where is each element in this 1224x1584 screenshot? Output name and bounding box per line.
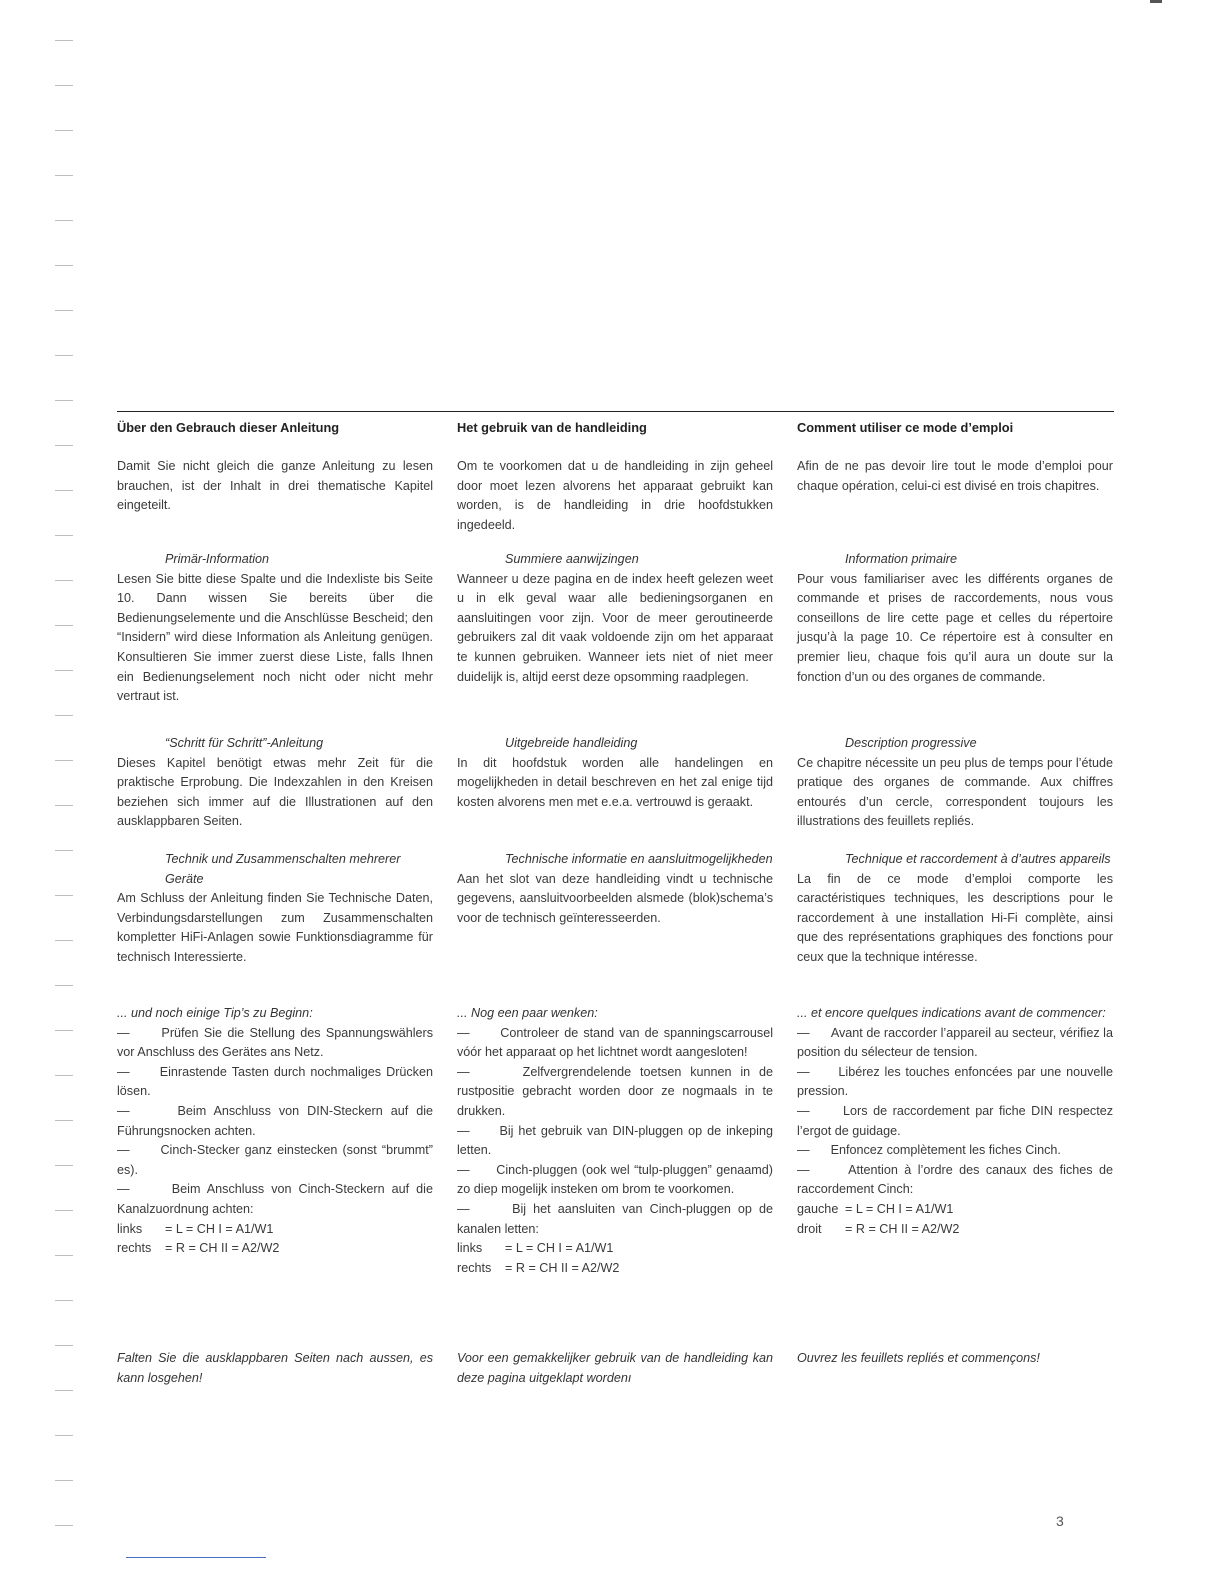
tips-title: ... et encore quelques indications avant de commencer: [797, 1006, 1106, 1020]
section-title: Description progressive [845, 736, 977, 750]
tip-item: — Lors de raccordement par fiche DIN respectez l’ergot de guidage. [797, 1103, 1113, 1138]
section-text: Dieses Kapitel benötigt etwas mehr Zeit für die praktische Erprobung. Die Indexzahlen in den Kreisen beziehen sich immer auf die Illustrationen auf den ausklappbaren Seiten. [117, 755, 433, 829]
page-number: 3 [1056, 1513, 1064, 1529]
margin-tick [55, 1075, 73, 1076]
tip-item: — Cinch-Stecker ganz einstecken (sonst “brummt” es). [117, 1143, 433, 1177]
tip-item: — Beim Anschluss von Cinch-Steckern auf die Kanalzuordnung achten: [117, 1182, 433, 1216]
section-title: “Schritt für Schritt”-Anleitung [165, 736, 324, 750]
section-step-by-step [457, 734, 773, 850]
margin-tick [55, 1435, 73, 1436]
tip-item: — Prüfen Sie die Stellung des Spannungswählers vor Anschluss des Gerätes ans Netz. [117, 1025, 433, 1060]
tip-text: Controleer de stand van de spanningscarrousel vóór het apparaat op het lichtnet wordt aangesloten! [457, 1025, 773, 1060]
section-tips [457, 1004, 773, 1349]
margin-tick [55, 580, 73, 581]
column-heading: Über den Gebrauch dieser Anleitung [117, 420, 340, 435]
margin-tick [55, 1390, 73, 1391]
closing-text: Voor een gemakkelijker gebruik van de handleiding kan deze pagina uitgeklapt wordenı [457, 1351, 773, 1385]
column-heading: Het gebruik van de handleiding [457, 420, 647, 435]
tip-text: Lors de raccordement par fiche DIN respectez l’ergot de guidage. [797, 1103, 1113, 1138]
margin-tick [55, 175, 73, 176]
tip-item: — Controleer de stand van de spanningscarrousel vóór het apparaat op het lichtnet wordt aangesloten! [457, 1025, 773, 1060]
tip-text: Bij het gebruik van DIN-pluggen op de inkeping letten. [457, 1123, 773, 1158]
channel-row [797, 1200, 1113, 1220]
tip-item: — Zelfvergrendelende toetsen kunnen in de rustpositie gebracht worden door ze nogmaals in te drukken. [457, 1064, 774, 1118]
channel-value: = R = CH II = A2/W2 [505, 1260, 620, 1275]
column-german [117, 418, 433, 1388]
margin-tick [55, 1165, 73, 1166]
section-technical [457, 850, 773, 1004]
punch-margin-ticks [55, 40, 75, 1570]
margin-tick [55, 1210, 73, 1211]
margin-tick [55, 985, 73, 986]
margin-tick [55, 715, 73, 716]
section-tips [797, 1004, 1113, 1349]
margin-tick [55, 625, 73, 626]
channel-value: = R = CH II = A2/W2 [165, 1241, 280, 1256]
margin-tick [55, 670, 73, 671]
section-title: Summiere aanwijzingen [505, 552, 639, 566]
tip-text: Cinch-Stecker ganz einstecken (sonst “brummt” es). [117, 1143, 433, 1177]
tip-text: Cinch-pluggen (ook wel “tulp-pluggen” genaamd) zo diep mogelijk insteken om brom te voorkomen. [457, 1162, 773, 1197]
margin-tick [55, 85, 73, 86]
section-title: Technique et raccordement à d’autres appareils [845, 852, 1111, 866]
channel-label: links [457, 1241, 483, 1256]
column-dutch [457, 418, 773, 1388]
tip-text: Einrastende Tasten durch nochmaliges Drücken lösen. [117, 1064, 433, 1099]
channel-row [457, 1259, 773, 1279]
closing-text: Falten Sie die ausklappbaren Seiten nach aussen, es kann losgehen! [117, 1351, 433, 1385]
section-text: In dit hoofdstuk worden alle handelingen en mogelijkheden in detail beschreven en het zal enige tijd kosten alvorens men met e.e.a. vertrouwd is geraakt. [457, 755, 773, 809]
channel-value: = L = CH I = A1/W1 [845, 1201, 954, 1216]
margin-tick [55, 1525, 73, 1526]
section-technical [117, 850, 433, 1004]
tip-text: Avant de raccorder l’appareil au secteur, vérifiez la position du sélecteur de tension. [797, 1025, 1113, 1060]
channel-value: = R = CH II = A2/W2 [845, 1221, 960, 1236]
intro-text: Afin de ne pas devoir lire tout le mode d’emploi pour chaque opération, celui-ci est divisé en trois chapitres. [797, 459, 1113, 493]
section-step-by-step [797, 734, 1113, 850]
corner-mark [1150, 0, 1162, 3]
margin-tick [55, 265, 73, 266]
margin-tick [55, 895, 73, 896]
section-title: Technik und Zusammenschalten mehrerer Geräte [165, 852, 401, 886]
section-step-by-step [117, 734, 433, 850]
tip-text: Enfoncez complètement les fiches Cinch. [830, 1143, 1061, 1158]
margin-tick [55, 40, 73, 41]
margin-tick [55, 805, 73, 806]
section-primary [457, 550, 773, 734]
section-title: Uitgebreide handleiding [505, 736, 638, 750]
tip-text: Libérez les touches enfoncées par une nouvelle pression. [797, 1064, 1113, 1099]
section-title: Primär-Information [165, 552, 270, 566]
channel-row [117, 1220, 433, 1240]
section-text: Lesen Sie bitte diese Spalte und die Indexliste bis Seite 10. Dann wissen Sie bereits über die Bedienungselemente und die Anschlüsse Bescheid; den “Insidern” wird diese Information als Anleitung genügen. Konsultieren Sie immer zuerst diese Liste, falls Ihnen ein Bedienungselement noch nicht oder nicht mehr vertraut ist. [117, 571, 433, 704]
tip-item: — Enfoncez complètement les fiches Cinch. [797, 1143, 1061, 1158]
margin-tick [55, 1030, 73, 1031]
section-text: La fin de ce mode d’emploi comporte les caractéristiques techniques, les descriptions pour le raccordement à une installation Hi-Fi complète, ainsi que des représentations graphiques des fonctions pour ceux que la technique intéresse. [797, 871, 1113, 964]
margin-tick [55, 490, 73, 491]
tip-item: — Cinch-pluggen (ook wel “tulp-pluggen” genaamd) zo diep mogelijk insteken om brom te voorkomen. [457, 1162, 773, 1197]
tips-title: ... Nog een paar wenken: [457, 1006, 598, 1020]
tips-title: ... und noch einige Tip’s zu Beginn: [117, 1006, 313, 1020]
column-heading: Comment utiliser ce mode d’emploi [797, 420, 1014, 435]
margin-tick [55, 1120, 73, 1121]
tip-item: — Attention à l’ordre des canaux des fiches de raccordement Cinch: [797, 1162, 1113, 1197]
margin-tick [55, 445, 73, 446]
section-top-rule [117, 411, 1114, 412]
channel-label: links [117, 1221, 143, 1236]
section-primary [797, 550, 1113, 734]
section-text: Ce chapitre nécessite un peu plus de temps pour l’étude pratique des organes de commande. Aux chiffres entourés d’un cercle, correspondent toujours les illustrations des feuillets repliés. [797, 755, 1113, 829]
tip-item: — Beim Anschluss von DIN-Steckern auf die Führungsnocken achten. [117, 1103, 434, 1138]
section-text: Pour vous familiariser avec les différents organes de commande et prises de raccordements, nous vous conseillons de lire cette page et celles du répertoire jusqu’à la page 10. Ce répertoire est à consulter en premier lieu, chaque fois qu’il aura un doute sur la fonction d’un ou des organes de commande. [797, 571, 1113, 684]
section-title: Information primaire [845, 552, 957, 566]
tip-item: — Avant de raccorder l’appareil au secteur, vérifiez la position du sélecteur de tension. [797, 1025, 1113, 1060]
margin-tick [55, 355, 73, 356]
margin-tick [55, 760, 73, 761]
channel-label: rechts [117, 1241, 152, 1256]
margin-tick [55, 535, 73, 536]
channel-label: gauche [797, 1201, 839, 1216]
tip-item: — Bij het gebruik van DIN-pluggen op de inkeping letten. [457, 1123, 773, 1158]
section-technical [797, 850, 1113, 1004]
tip-text: Bij het aansluiten van Cinch-pluggen op de kanalen letten: [457, 1201, 774, 1236]
section-title: Technische informatie en aansluitmogelijkheden [505, 852, 773, 866]
channel-value: = L = CH I = A1/W1 [165, 1221, 274, 1236]
tip-text: Beim Anschluss von Cinch-Steckern auf die Kanalzuordnung achten: [117, 1182, 433, 1216]
margin-tick [55, 1480, 73, 1481]
tip-item: — Libérez les touches enfoncées par une nouvelle pression. [797, 1064, 1113, 1099]
margin-tick [55, 130, 73, 131]
channel-row [457, 1239, 773, 1259]
intro-text: Damit Sie nicht gleich die ganze Anleitung zu lesen brauchen, ist der Inhalt in drei thematische Kapitel eingeteilt. [117, 459, 433, 513]
margin-tick [55, 1345, 73, 1346]
channel-row [117, 1239, 433, 1259]
margin-tick [55, 400, 73, 401]
margin-tick [55, 850, 73, 851]
margin-tick [55, 940, 73, 941]
closing-text: Ouvrez les feuillets repliés et commençons! [797, 1351, 1040, 1365]
column-french [797, 418, 1113, 1369]
section-text: Am Schluss der Anleitung finden Sie Technische Daten, Verbindungsdarstellungen zum Zusammenschalten kompletter HiFi-Anlagen sowie Funktionsdiagramme für technisch Interessierte. [117, 891, 433, 964]
margin-tick [55, 220, 73, 221]
section-text: Aan het slot van deze handleiding vindt u technische gegevens, aansluitvoorbeelden alsmede (blok)schema’s voor de technisch geïnteresseerden. [457, 871, 773, 925]
margin-tick [55, 1255, 73, 1256]
channel-value: = L = CH I = A1/W1 [505, 1241, 614, 1256]
section-primary [117, 550, 433, 734]
tip-text: Attention à l’ordre des canaux des fiches de raccordement Cinch: [797, 1162, 1113, 1197]
channel-label: droit [797, 1221, 822, 1236]
tip-item: — Einrastende Tasten durch nochmaliges Drücken lösen. [117, 1064, 433, 1099]
tip-text: Prüfen Sie die Stellung des Spannungswählers vor Anschluss des Gerätes ans Netz. [117, 1025, 433, 1060]
tip-text: Beim Anschluss von DIN-Steckern auf die Führungsnocken achten. [117, 1103, 434, 1138]
margin-tick [55, 310, 73, 311]
section-text: Wanneer u deze pagina en de index heeft gelezen weet u in elk geval waar alle bedieningsorganen en aansluitingen voor zijn. Voor de meer geroutineerde gebruikers zal dit vaak voldoende zijn om het apparaat te kunnen gebruiken. Wanneer iets niet of niet meer duidelijk is, altijd eerst deze opsomming raadplegen. [457, 571, 773, 684]
footer-blue-line [126, 1557, 266, 1558]
channel-label: rechts [457, 1260, 492, 1275]
section-tips [117, 1004, 433, 1349]
tip-item: — Bij het aansluiten van Cinch-pluggen op de kanalen letten: [457, 1201, 774, 1236]
tip-text: Zelfvergrendelende toetsen kunnen in de rustpositie gebracht worden door ze nogmaals in te drukken. [457, 1064, 774, 1118]
margin-tick [55, 1300, 73, 1301]
intro-text: Om te voorkomen dat u de handleiding in zijn geheel door moet lezen alvorens het apparaat gebruikt kan worden, is de handleiding in drie hoofdstukken ingedeeld. [457, 459, 773, 532]
channel-row [797, 1220, 1113, 1240]
